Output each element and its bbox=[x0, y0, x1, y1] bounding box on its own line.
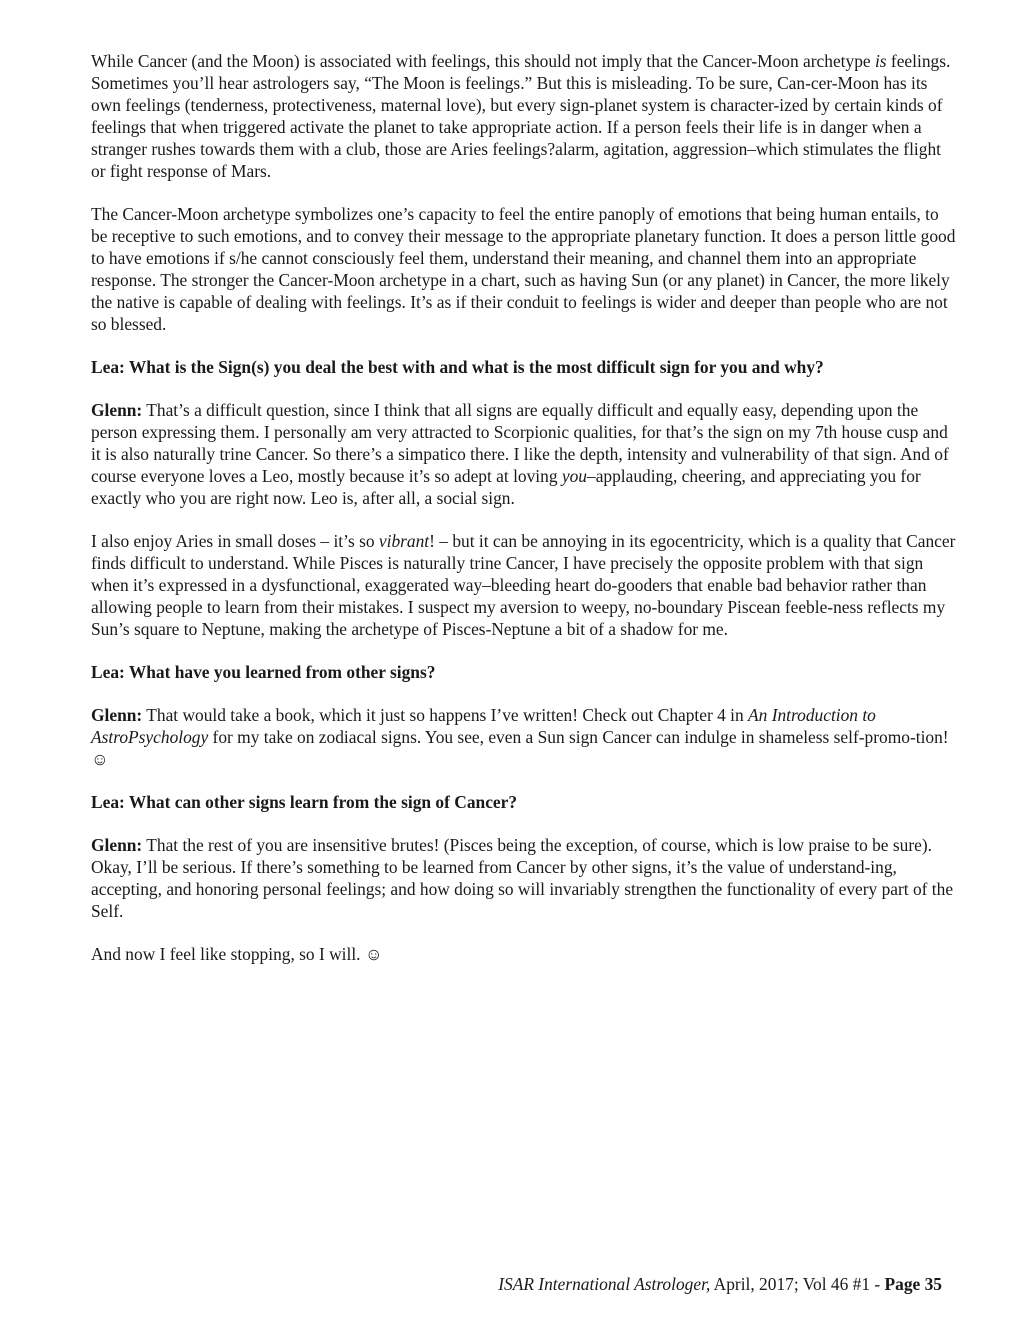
issue-info: April, 2017; Vol 46 #1 - bbox=[710, 1274, 885, 1294]
question-best-sign: Lea: What is the Sign(s) you deal the best with and what is the most difficult sign for you and why? bbox=[91, 357, 824, 377]
publication-name: ISAR International Astrologer, bbox=[498, 1274, 711, 1294]
paragraph-cancer-moon-feelings: While Cancer (and the Moon) is associated with feelings, this should not imply that the Cancer-Moon archetype is feelings. Sometimes you’ll hear astrologers say, “The Moon is feelings.” But this is misleading. To be sure, Can-cer-Moon has its own feelings (tenderness, protectiveness, maternal love), but every sign-planet system is character-ized by certain kinds of feelings that when triggered activate the planet to take appropriate action. If a person feels their life is in danger when a stranger rushes towards them with a club, those are Aries feelings?alarm, agitation, aggression–which stimulates the flight or fight response of Mars. bbox=[91, 51, 951, 181]
answer-best-sign: Glenn: That’s a difficult question, since I think that all signs are equally difficult and equally easy, depending upon the person expressing them. I personally am very attracted to Scorpionic qualities, for that’s the sign on my 7th house cusp and it is also naturally trine Cancer. So there’s a simpatico there. I like the depth, intensity and vulnerability of that sign. And of course everyone loves a Leo, mostly because it’s so adept at loving you–applauding, cheering, and appreciating you for exactly who you are right now. Leo is, after all, a social sign. bbox=[91, 400, 949, 508]
page-number: Page 35 bbox=[884, 1274, 942, 1294]
page-footer bbox=[498, 1273, 942, 1295]
answer-learn-from-cancer: Glenn: That the rest of you are insensitive brutes! (Pisces being the exception, of course, which is low praise to be sure). Okay, I’ll be serious. If there’s something to be learned from Cancer by other signs, it’s the value of understand-ing, accepting, and honoring personal feelings; and how doing so will invariably strengthen the functionality of every part of the Self. bbox=[91, 835, 954, 921]
question-learn-from-cancer: Lea: What can other signs learn from the sign of Cancer? bbox=[91, 792, 518, 812]
article-body bbox=[91, 50, 959, 965]
paragraph-aries-pisces: I also enjoy Aries in small doses – it’s so vibrant! – but it can be annoying in its egocentricity, which is a quality that Cancer finds difficult to understand. While Pisces is naturally trine Cancer, I have precisely the opposite problem with that sign when it’s expressed in a dysfunctional, exaggerated way–bleeding heart do-gooders that enable bad behavior rather than allowing people to learn from their mistakes. I suspect my aversion to weepy, no-boundary Piscean feeble-ness reflects my Sun’s square to Neptune, making the archetype of Pisces-Neptune a bit of a shadow for me. bbox=[91, 531, 956, 639]
closing-paragraph: And now I feel like stopping, so I will. ☺ bbox=[91, 944, 383, 964]
question-learned-from-signs: Lea: What have you learned from other signs? bbox=[91, 662, 436, 682]
answer-learned-from-signs: Glenn: That would take a book, which it just so happens I’ve written! Check out Chapter 4 in An Introduction to AstroPsychology for my take on zodiacal signs. You see, even a Sun sign Cancer can indulge in shameless self-promo-tion! ☺ bbox=[91, 705, 949, 769]
paragraph-archetype: The Cancer-Moon archetype symbolizes one’s capacity to feel the entire panoply of emotions that being human entails, to be receptive to such emotions, and to convey their message to the appropriate planetary function. It does a person little good to have emotions if s/he cannot consciously feel them, understand their meaning, and channel them into an appropriate response. The stronger the Cancer-Moon archetype in a chart, such as having Sun (or any planet) in Cancer, the more likely the native is capable of dealing with feelings. It’s as if their conduit to feelings is wider and deeper than people who are not so blessed. bbox=[91, 204, 956, 334]
